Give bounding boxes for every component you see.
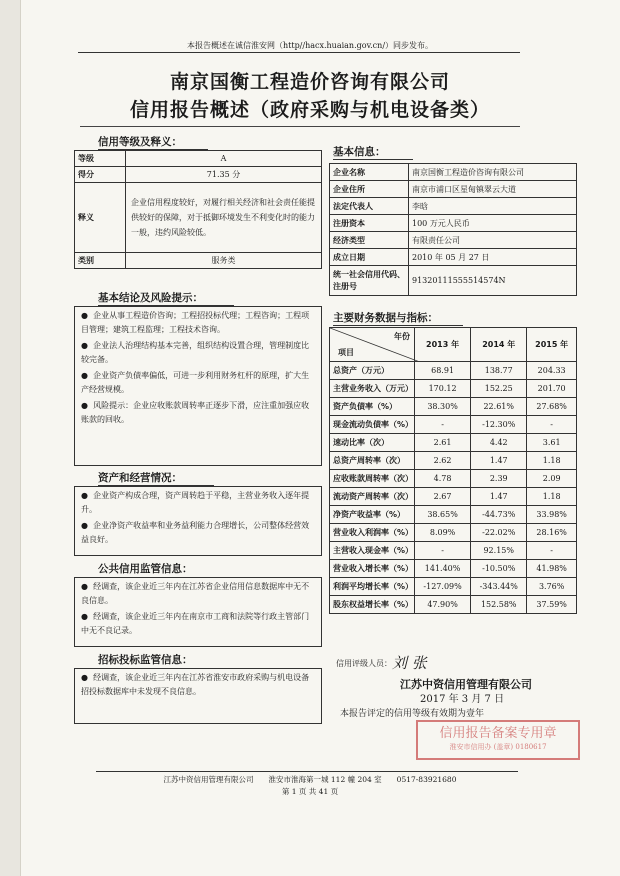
finance-label: 股东权益增长率（%） [330, 596, 415, 614]
finance-label: 营业收入利润率（%） [330, 524, 415, 542]
basic-row [330, 181, 577, 198]
grade-value: A [126, 151, 322, 167]
finance-value: 2.61 [415, 434, 471, 452]
finance-value: 47.90% [415, 596, 471, 614]
finance-value: 28.16% [527, 524, 577, 542]
basic-table [329, 163, 577, 296]
basic-row [330, 198, 577, 215]
finance-label: 总资产周转率（次） [330, 452, 415, 470]
finance-value: 4.42 [471, 434, 527, 452]
conclusion-item: ● 企业从事工程造价咨询；工程招投标代理；工程咨询；工程项目管理；建筑工程监理；工程技术咨询。 [81, 311, 310, 334]
finance-label: 主营业务收入（万元） [330, 380, 415, 398]
assets-box [74, 486, 322, 556]
finance-row [330, 542, 577, 560]
finance-value: - [415, 542, 471, 560]
table-cell: 成立日期 [330, 249, 409, 266]
finance-row [330, 560, 577, 578]
table-cell: 统一社会信用代码、注册号 [330, 266, 409, 296]
finance-row [330, 470, 577, 488]
credit-table [74, 150, 322, 269]
finance-row [330, 578, 577, 596]
finance-value: 170.12 [415, 380, 471, 398]
finance-row [330, 434, 577, 452]
finance-value: 2.62 [415, 452, 471, 470]
basic-row [330, 232, 577, 249]
rater-label: 信用评级人员： [336, 659, 392, 668]
finance-value: 1.18 [527, 452, 577, 470]
finance-row [330, 398, 577, 416]
finance-row [330, 596, 577, 614]
basic-row [330, 266, 577, 296]
bidding-item: ● 经调查，该企业近三年内在江苏省淮安市政府采购与机电设备招投标数据库中未发现不良信息。 [81, 673, 310, 696]
finance-label: 主营收入现金率（%） [330, 542, 415, 560]
credit-row-grade [75, 151, 322, 167]
basic-row [330, 249, 577, 266]
table-cell: 企业住所 [330, 181, 409, 198]
title-divider [80, 126, 520, 127]
finance-label: 应收账款周转率（次） [330, 470, 415, 488]
assets-heading: 资产和经营情况： [98, 470, 214, 486]
score-value: 71.35 分 [126, 167, 322, 183]
finance-value: 2.09 [527, 470, 577, 488]
year-header: 2013 年 [415, 328, 471, 362]
category-value: 服务类 [126, 253, 322, 269]
header-divider [78, 52, 520, 53]
basic-heading: 基本信息： [333, 144, 413, 160]
finance-value: 1.47 [471, 452, 527, 470]
finance-value: 22.61% [471, 398, 527, 416]
finance-table [329, 327, 577, 614]
rater-signature: 刘 张 [392, 654, 427, 672]
finance-value: -127.09% [415, 578, 471, 596]
table-cell: 91320111555514574N [409, 266, 577, 296]
footer-divider [96, 771, 518, 772]
finance-value: 38.30% [415, 398, 471, 416]
grade-label: 等级 [75, 151, 126, 167]
footer-contact: 江苏中资信用管理有限公司 淮安市淮海第一城 112 幢 204 室 0517-83921680 [163, 775, 457, 784]
finance-value: 27.68% [527, 398, 577, 416]
scan-binding-edge [0, 0, 21, 876]
finance-row [330, 524, 577, 542]
finance-value: 37.59% [527, 596, 577, 614]
finance-value: -22.02% [471, 524, 527, 542]
year-header: 2014 年 [471, 328, 527, 362]
year-header: 2015 年 [527, 328, 577, 362]
finance-value: 2.39 [471, 470, 527, 488]
table-cell: 2010 年 05 月 27 日 [409, 249, 577, 266]
validity-note: 本报告评定的信用等级有效期为壹年 [340, 709, 485, 719]
table-cell: 法定代表人 [330, 198, 409, 215]
assets-item: ● 企业资产构成合理，资产周转趋于平稳，主营业务收入逐年提升。 [81, 491, 310, 514]
conclusion-item: ● 企业法人治理结构基本完善，组织结构设置合理，管理制度比较完备。 [81, 341, 310, 364]
assets-item: ● 企业净资产收益率和业务益利能力合理增长，公司整体经营效益良好。 [81, 521, 310, 544]
finance-value: 2.67 [415, 488, 471, 506]
finance-value: 41.98% [527, 560, 577, 578]
public-item: ● 经调查，该企业近三年内在江苏省企业信用信息数据库中无不良信息。 [81, 582, 310, 605]
table-cell: 南京国衡工程造价咨询有限公司 [409, 164, 577, 181]
finance-value: 1.18 [527, 488, 577, 506]
conclusion-heading: 基本结论及风险提示： [98, 290, 234, 306]
filing-stamp: 信用报告备案专用章 淮安市信用办 (盖章) 0180617 [416, 720, 580, 760]
finance-value: 141.40% [415, 560, 471, 578]
credit-row-category [75, 253, 322, 269]
finance-label: 现金流动负债率（%） [330, 416, 415, 434]
finance-value: - [527, 542, 577, 560]
definition-value: 企业信用程度较好，对履行相关经济和社会责任能提供较好的保障，对于抵御环境发生不利变化时的能力一般，违约风险较低。 [126, 183, 322, 253]
definition-label: 释义 [75, 183, 126, 253]
finance-value: 3.76% [527, 578, 577, 596]
credit-heading: 信用等级及释义： [98, 134, 208, 150]
finance-value: - [527, 416, 577, 434]
finance-label: 资产负债率（%） [330, 398, 415, 416]
conclusion-item: ● 企业资产负债率偏低，可进一步利用财务杠杆的原理，扩大生产经营规模。 [81, 371, 310, 394]
finance-row [330, 362, 577, 380]
credit-row-definition [75, 183, 322, 253]
finance-heading: 主要财务数据与指标： [333, 310, 463, 326]
basic-row [330, 164, 577, 181]
finance-corner-cell: 年份 项目 [330, 328, 415, 362]
table-cell: 李晗 [409, 198, 577, 215]
finance-label: 营业收入增长率（%） [330, 560, 415, 578]
finance-value: 3.61 [527, 434, 577, 452]
rating-date: 2017 年 3 月 7 日 [420, 694, 505, 705]
finance-label: 总资产（万元） [330, 362, 415, 380]
company-title: 南京国衡工程造价咨询有限公司 [169, 71, 450, 93]
finance-value: - [415, 416, 471, 434]
table-cell: 经济类型 [330, 232, 409, 249]
score-label: 得分 [75, 167, 126, 183]
finance-header-row [330, 328, 577, 362]
finance-row [330, 488, 577, 506]
finance-value: 1.47 [471, 488, 527, 506]
credit-row-score [75, 167, 322, 183]
finance-row [330, 452, 577, 470]
finance-label: 速动比率（次） [330, 434, 415, 452]
finance-value: 152.58% [471, 596, 527, 614]
finance-value: -343.44% [471, 578, 527, 596]
public-heading: 公共信用监管信息： [98, 563, 193, 575]
publish-note: 本报告概述在诚信淮安网（http//hacx.huaian.gov.cn/）同步发布。 [186, 41, 434, 50]
conclusion-box [74, 306, 322, 466]
finance-value: 138.77 [471, 362, 527, 380]
finance-row [330, 506, 577, 524]
finance-label: 利润平均增长率（%） [330, 578, 415, 596]
rating-company: 江苏中资信用管理有限公司 [400, 678, 532, 691]
table-cell: 企业名称 [330, 164, 409, 181]
finance-value: 8.09% [415, 524, 471, 542]
finance-value: 4.78 [415, 470, 471, 488]
basic-row [330, 215, 577, 232]
page-number: 第 1 页 共 41 页 [281, 787, 339, 796]
finance-row [330, 380, 577, 398]
bidding-heading: 招标投标监管信息： [98, 654, 193, 666]
finance-value: 201.70 [527, 380, 577, 398]
table-cell: 注册资本 [330, 215, 409, 232]
finance-value: 68.91 [415, 362, 471, 380]
table-cell: 南京市浦口区星甸镇翠云大道 [409, 181, 577, 198]
report-title: 信用报告概述（政府采购与机电设备类） [129, 99, 490, 121]
bidding-box [74, 668, 322, 724]
finance-value: 204.33 [527, 362, 577, 380]
finance-value: 33.98% [527, 506, 577, 524]
table-cell: 有限责任公司 [409, 232, 577, 249]
conclusion-item: ● 风险提示：企业应收账款周转率正逐步下滑，应注重加强应收账款的回收。 [81, 401, 310, 424]
finance-value: 92.15% [471, 542, 527, 560]
finance-value: -12.30% [471, 416, 527, 434]
finance-label: 净资产收益率（%） [330, 506, 415, 524]
finance-value: -10.50% [471, 560, 527, 578]
finance-value: 152.25 [471, 380, 527, 398]
table-cell: 100 万元人民币 [409, 215, 577, 232]
public-item: ● 经调查，该企业近三年内在南京市工商和法院等行政主管部门中无不良记录。 [81, 612, 310, 635]
public-box [74, 577, 322, 647]
finance-label: 流动资产周转率（次） [330, 488, 415, 506]
finance-value: 38.65% [415, 506, 471, 524]
category-label: 类别 [75, 253, 126, 269]
finance-row [330, 416, 577, 434]
finance-value: -44.73% [471, 506, 527, 524]
